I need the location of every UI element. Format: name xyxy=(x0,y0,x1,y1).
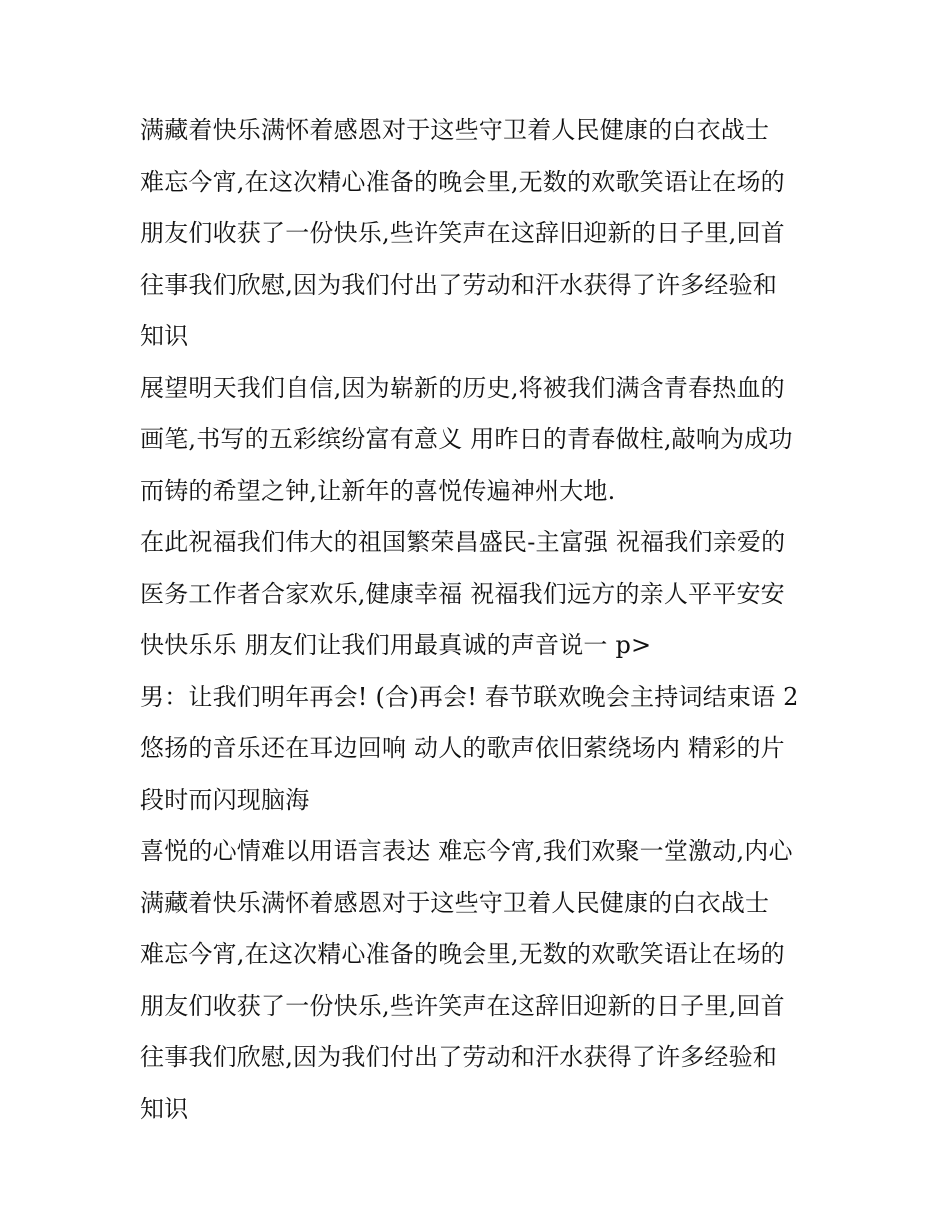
text-line: 知识 xyxy=(140,1094,189,1123)
text-line: 男：让我们明年再会! (合)再会! 春节联欢晚会主持词结束语 2 xyxy=(140,682,799,711)
document-body xyxy=(140,105,820,1135)
text-line: 难忘今宵,在这次精心准备的晚会里,无数的欢歌笑语让在场的 xyxy=(140,167,785,196)
text-line: 在此祝福我们伟大的祖国繁荣昌盛民-主富强 祝福我们亲爱的 xyxy=(140,528,786,556)
text-line: 朋友们收获了一份快乐,些许笑声在这辞旧迎新的日子里,回首 xyxy=(140,991,785,1020)
text-line: 而铸的希望之钟,让新年的喜悦传遍神州大地. xyxy=(140,476,616,505)
text-line: 难忘今宵,在这次精心准备的晚会里,无数的欢歌笑语让在场的 xyxy=(140,940,785,968)
text-line: 往事我们欣慰,因为我们付出了劳动和汗水获得了许多经验和 xyxy=(140,270,778,299)
text-line: 医务工作者合家欢乐,健康幸福 祝福我们远方的亲人平平安安 xyxy=(140,579,785,608)
text-line: 知识 xyxy=(140,322,189,350)
text-line: 画笔,书写的五彩缤纷富有意义 用昨日的青春做柱,敲响为成功 xyxy=(140,425,793,453)
text-line: 喜悦的心情难以用语言表达 难忘今宵,我们欢聚一堂激动,内心 xyxy=(140,837,793,865)
text-line: 展望明天我们自信,因为崭新的历史,将被我们满含青春热血的 xyxy=(140,373,785,402)
text-line: 朋友们收获了一份快乐,些许笑声在这辞旧迎新的日子里,回首 xyxy=(140,219,785,247)
text-line: 往事我们欣慰,因为我们付出了劳动和汗水获得了许多经验和 xyxy=(140,1043,778,1071)
text-line: 满藏着快乐满怀着感恩对于这些守卫着人民健康的白衣战士 xyxy=(140,888,770,917)
text-line: 悠扬的音乐还在耳边回响 动人的歌声依旧萦绕场内 精彩的片 xyxy=(140,734,785,762)
text-line: 满藏着快乐满怀着感恩对于这些守卫着人民健康的白衣战士 xyxy=(140,116,770,144)
text-line: 段时而闪现脑海 xyxy=(140,785,310,814)
text-line: 快快乐乐 朋友们让我们用最真诚的声音说一 p> xyxy=(140,631,652,659)
